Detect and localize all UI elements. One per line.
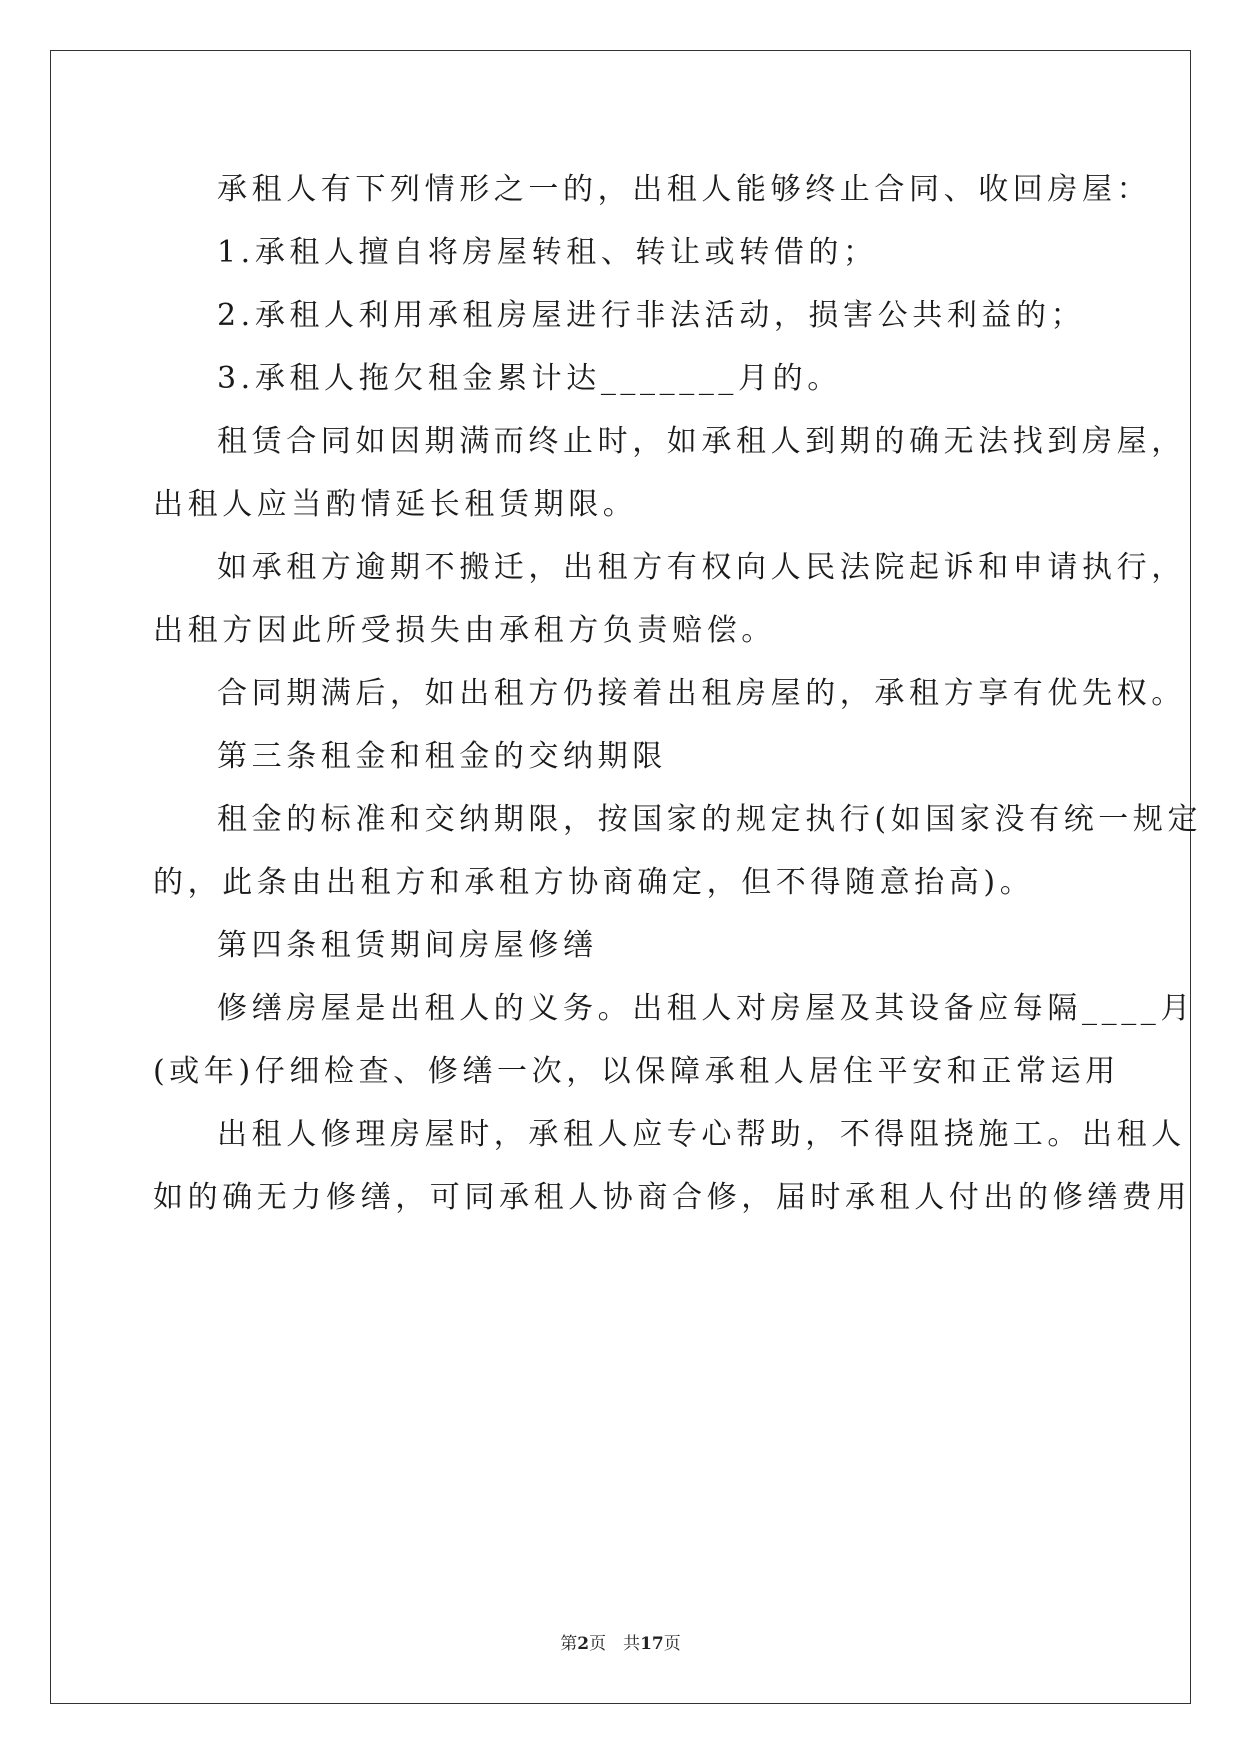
paragraph-line: 修缮房屋是出租人的义务。出租人对房屋及其设备应每隔____月 [217, 991, 1195, 1026]
paragraph-line: 出租方因此所受损失由承租方负责赔偿。 [153, 613, 776, 648]
paragraph-line: 第三条租金和租金的交纳期限 [217, 739, 667, 774]
paragraph-termination-conditions [153, 158, 1152, 221]
total-page-number: 17 [640, 1634, 664, 1654]
paragraph-line: 1.承租人擅自将房屋转租、转让或转借的； [217, 235, 878, 270]
paragraph-line: 合同期满后，如出租方仍接着出租房屋的，承租方享有优先权。 [217, 676, 1186, 711]
list-item-1 [153, 221, 1093, 284]
paragraph-overdue-relocation [153, 536, 1186, 662]
page-footer [0, 1632, 1241, 1656]
paragraph-line: 的，此条由出租方和承租方协商确定，但不得随意抬高)。 [153, 865, 1035, 900]
paragraph-priority-right [153, 662, 1186, 725]
paragraph-line: 承租人有下列情形之一的，出租人能够终止合同、收回房屋： [217, 172, 1152, 207]
paragraph-repair-duty [153, 977, 1195, 1103]
section-heading-article-4 [153, 914, 1093, 977]
list-item-2 [153, 284, 1093, 347]
paragraph-line: 如的确无力修缮，可同承租人协商合修，届时承租人付出的修缮费用 [153, 1180, 1191, 1215]
list-item-3 [153, 347, 1093, 410]
page-number-mid: 页 共 [589, 1634, 641, 1654]
document-body [153, 158, 1203, 1229]
section-heading-article-3 [153, 725, 1093, 788]
paragraph-line: 出租人修理房屋时，承租人应专心帮助，不得阻挠施工。出租人 [217, 1117, 1186, 1152]
current-page-number: 2 [577, 1634, 590, 1654]
paragraph-line: 2.承租人利用承租房屋进行非法活动，损害公共利益的； [217, 298, 1086, 333]
paragraph-line: 3.承租人拖欠租金累计达_______月的。 [217, 361, 842, 396]
paragraph-line: 租赁合同如因期满而终止时，如承租人到期的确无法找到房屋， [217, 424, 1186, 459]
paragraph-line: (或年)仔细检查、修缮一次，以保障承租人居住平安和正常运用 [153, 1054, 1120, 1089]
page-number-prefix: 第 [560, 1634, 578, 1654]
paragraph-line: 出租人应当酌情延长租赁期限。 [153, 487, 638, 522]
paragraph-rent-standard [153, 788, 1203, 914]
paragraph-line: 租金的标准和交纳期限，按国家的规定执行(如国家没有统一规定 [217, 802, 1203, 837]
paragraph-line: 第四条租赁期间房屋修缮 [217, 928, 598, 963]
page-number-suffix: 页 [663, 1634, 681, 1654]
paragraph-line: 如承租方逾期不搬迁，出租方有权向人民法院起诉和申请执行， [217, 550, 1186, 585]
paragraph-lease-extension [153, 410, 1186, 536]
paragraph-repair-cooperation [153, 1103, 1191, 1229]
